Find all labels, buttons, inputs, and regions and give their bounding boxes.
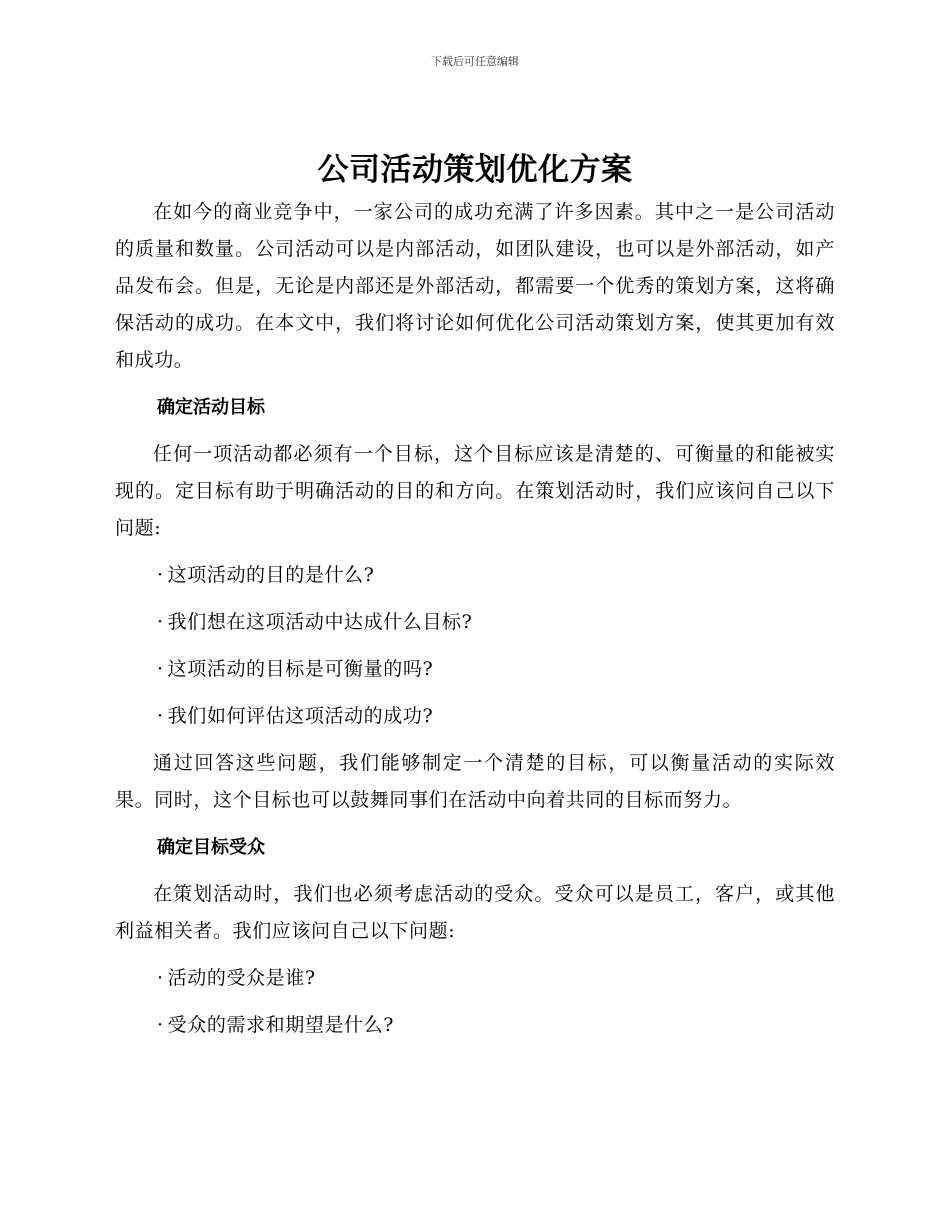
list-item-text: 这项活动的目标是可衡量的吗?: [167, 658, 434, 680]
list-item-text: 我们想在这项活动中达成什么目标?: [167, 611, 473, 633]
bullet-icon: ·: [157, 1014, 164, 1036]
list-item: [115, 698, 835, 735]
list-item: [115, 1007, 835, 1044]
document-title: 公司活动策划优化方案: [317, 152, 633, 188]
list-item: [115, 960, 835, 997]
bullet-icon: ·: [157, 611, 164, 633]
section-closing-goals: 通过回答这些问题，我们能够制定一个清楚的目标，可以衡量活动的实际效果。同时，这个目标也可以鼓舞同事们在活动中向着共同的目标而努力。: [115, 752, 835, 811]
section-paragraph-audience: 在策划活动时，我们也必须考虑活动的受众。受众可以是员工，客户，或其他利益相关者。我们应该问自己以下问题:: [115, 883, 835, 942]
page-header-note: 下载后可任意编辑: [431, 55, 519, 68]
bullet-icon: ·: [157, 705, 164, 727]
list-item: [115, 557, 835, 594]
section-paragraph-goals: 任何一项活动都必须有一个目标，这个目标应该是清楚的、可衡量的和能被实现的。定目标有助于明确活动的目的和方向。在策划活动时，我们应该问自己以下问题:: [115, 443, 835, 539]
bullet-icon: ·: [157, 658, 164, 680]
list-item-text: 这项活动的目的是什么?: [167, 564, 375, 586]
intro-paragraph: 在如今的商业竞争中，一家公司的成功充满了许多因素。其中之一是公司活动的质量和数量。公司活动可以是内部活动，如团队建设，也可以是外部活动，如产品发布会。但是，无论是内部还是外部活动，都需要一个优秀的策划方案，这将确保活动的成功。在本文中，我们将讨论如何优化公司活动策划方案，使其更加有效和成功。: [115, 201, 835, 371]
bullet-icon: ·: [157, 967, 164, 989]
list-item: [115, 604, 835, 641]
section-heading-audience: 确定目标受众: [157, 837, 265, 858]
list-item-text: 受众的需求和期望是什么?: [167, 1014, 395, 1036]
section-heading-goals: 确定活动目标: [157, 397, 265, 418]
bullet-icon: ·: [157, 564, 164, 586]
list-item-text: 活动的受众是谁?: [167, 967, 316, 989]
list-item-text: 我们如何评估这项活动的成功?: [167, 705, 434, 727]
document-body: [115, 146, 835, 1054]
list-item: [115, 651, 835, 688]
